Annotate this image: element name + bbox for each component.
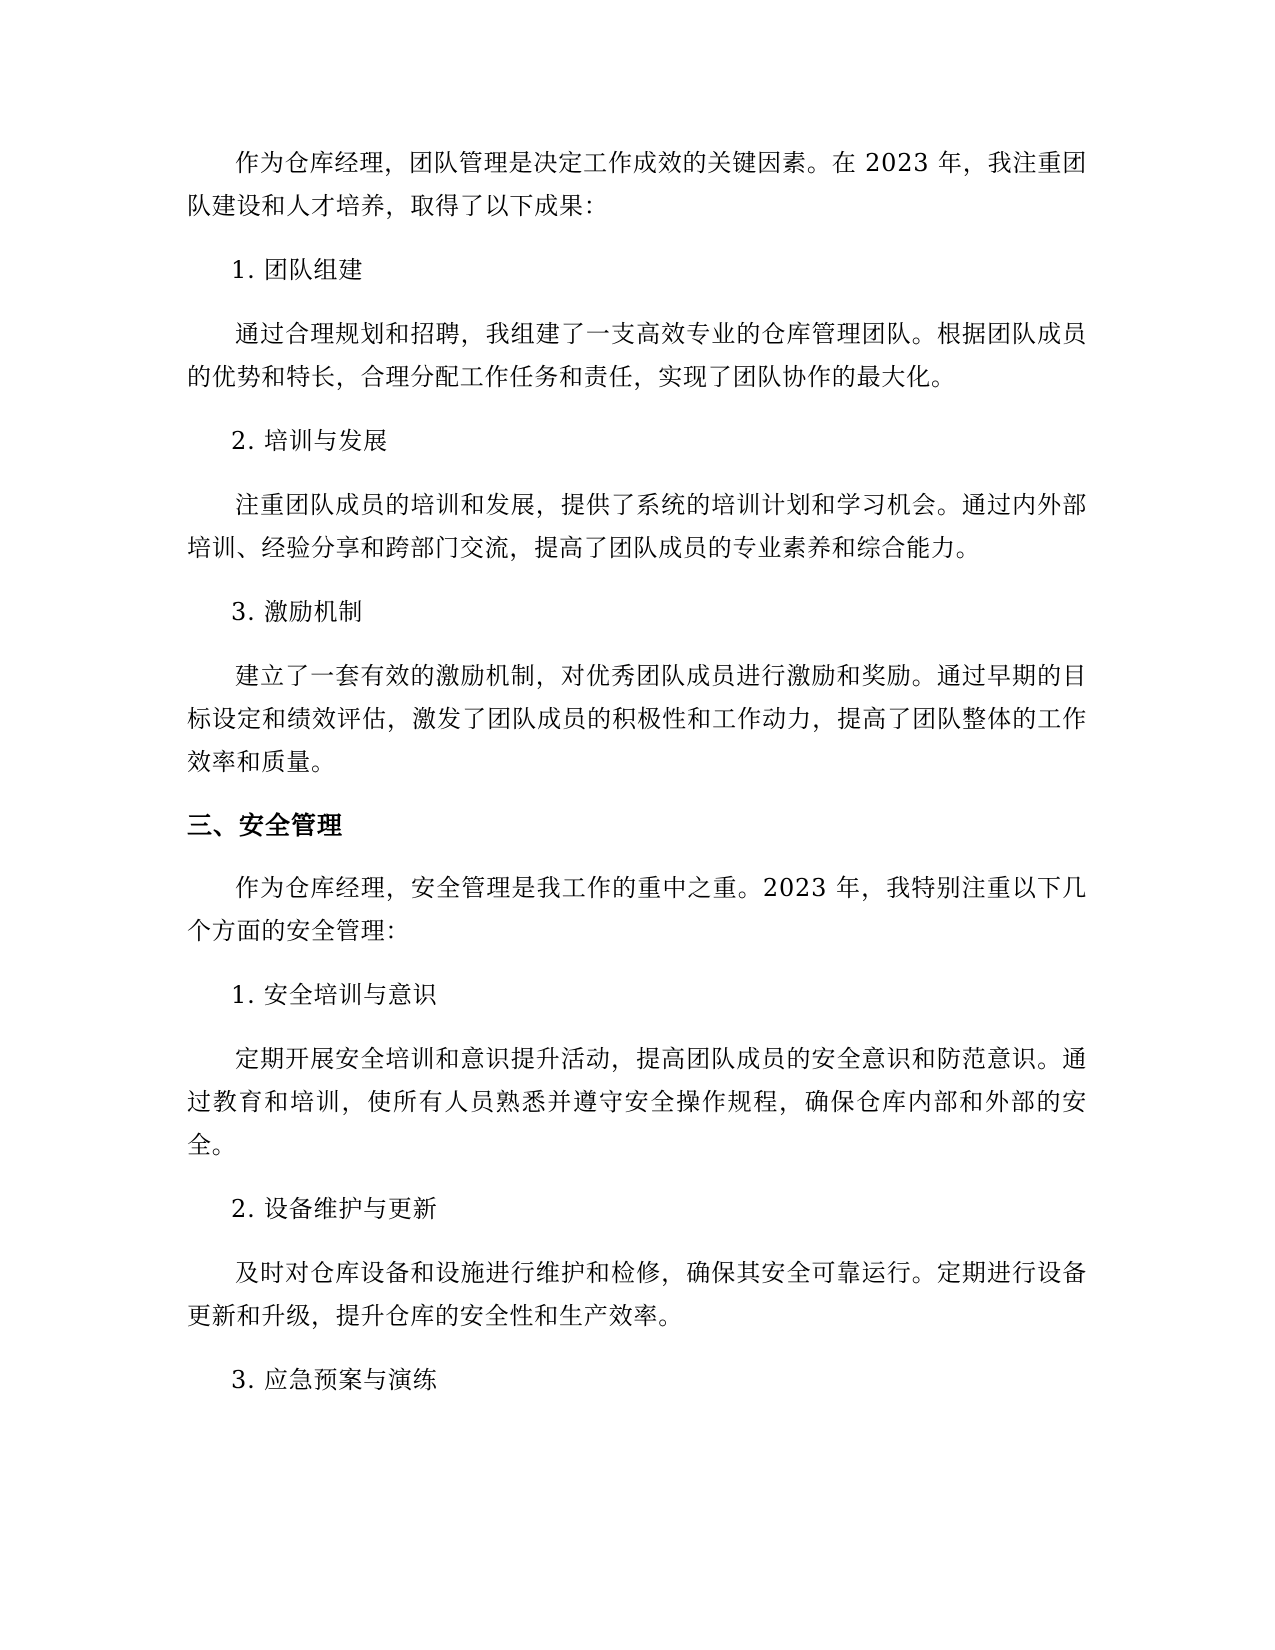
paragraph-team-building: 通过合理规划和招聘，我组建了一支高效专业的仓库管理团队。根据团队成员的优势和特长，合理分配工作任务和责任，实现了团队协作的最大化。	[187, 320, 1087, 391]
item-incentive-mechanism: 3. 激励机制	[231, 598, 364, 626]
item-team-building: 1. 团队组建	[231, 256, 364, 284]
item-emergency-plan: 3. 应急预案与演练	[231, 1366, 438, 1394]
paragraph-team-management-intro: 作为仓库经理，团队管理是决定工作成效的关键因素。在 2023 年，我注重团队建设和人才培养，取得了以下成果：	[187, 149, 1087, 220]
paragraph-equipment-maintenance: 及时对仓库设备和设施进行维护和检修，确保其安全可靠运行。定期进行设备更新和升级，提升仓库的安全性和生产效率。	[187, 1259, 1087, 1330]
document-body	[187, 142, 1087, 1402]
paragraph-training-development: 注重团队成员的培训和发展，提供了系统的培训计划和学习机会。通过内外部培训、经验分享和跨部门交流，提高了团队成员的专业素养和综合能力。	[187, 491, 1087, 562]
paragraph-safety-intro: 作为仓库经理，安全管理是我工作的重中之重。2023 年，我特别注重以下几个方面的安全管理：	[187, 874, 1087, 945]
item-training-development: 2. 培训与发展	[231, 427, 388, 455]
item-equipment-maintenance: 2. 设备维护与更新	[231, 1195, 438, 1223]
paragraph-incentive-mechanism: 建立了一套有效的激励机制，对优秀团队成员进行激励和奖励。通过早期的目标设定和绩效评估，激发了团队成员的积极性和工作动力，提高了团队整体的工作效率和质量。	[187, 662, 1087, 776]
paragraph-safety-training: 定期开展安全培训和意识提升活动，提高团队成员的安全意识和防范意识。通过教育和培训，使所有人员熟悉并遵守安全操作规程，确保仓库内部和外部的安全。	[187, 1045, 1087, 1159]
section-title-safety-management: 三、安全管理	[187, 811, 344, 840]
item-safety-training: 1. 安全培训与意识	[231, 981, 438, 1009]
